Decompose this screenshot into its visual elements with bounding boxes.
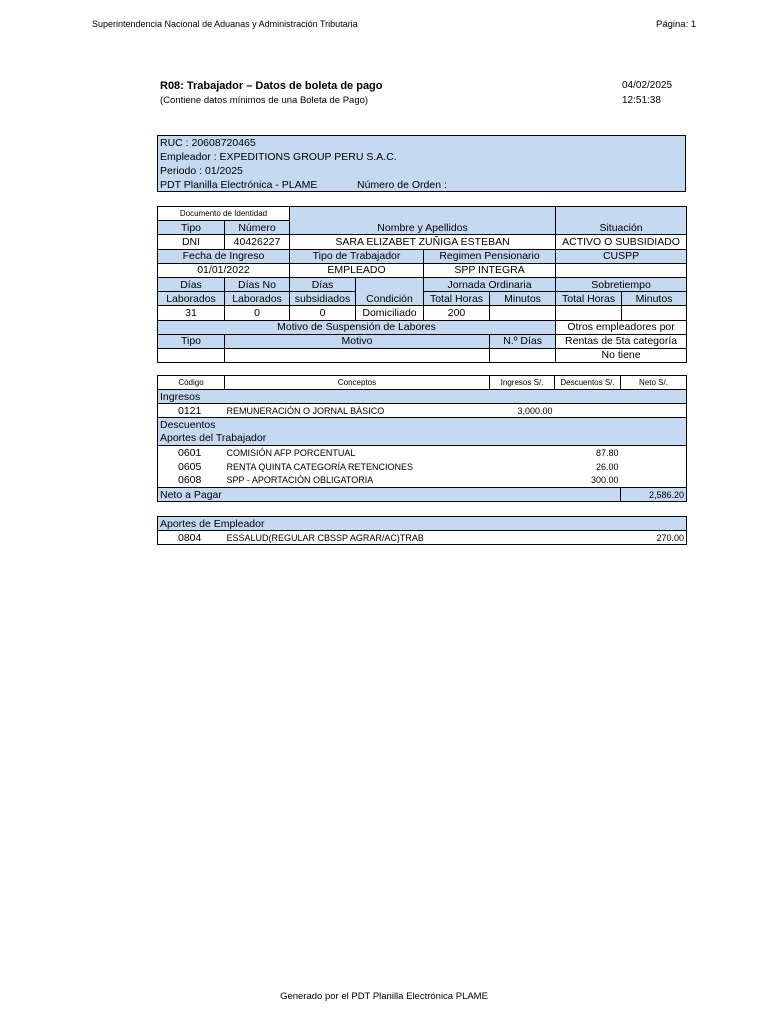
header-dias: Días [158, 277, 225, 291]
employer-ruc: RUC : 20608720465 [160, 137, 256, 149]
condicion: Domiciliado [356, 306, 424, 320]
concept-code: 0121 [158, 404, 225, 418]
header-sobretiempo: Sobretiempo [556, 277, 687, 291]
dias-no-laborados: 0 [225, 306, 290, 320]
header-total-horas-2: Total Horas [556, 292, 622, 306]
concept-code: 0804 [158, 531, 225, 545]
dias-laborados: 31 [158, 306, 225, 320]
header-susp-tipo: Tipo [158, 334, 225, 348]
header-rentas-5ta: Rentas de 5ta categoría [556, 334, 687, 348]
dias-subsidiados: 0 [290, 306, 356, 320]
concepts-table [157, 375, 687, 502]
employer-info-box [157, 135, 686, 192]
tipo-trabajador: EMPLEADO [290, 263, 424, 277]
header-susp-motivo: Motivo [225, 334, 490, 348]
header-laborados-2: Laborados [225, 292, 290, 306]
header-total-horas: Total Horas [424, 292, 490, 306]
concept-code: 0605 [158, 460, 225, 474]
doc-numero: 40426227 [225, 235, 290, 249]
header-situacion: Situación [556, 207, 687, 235]
neto-a-pagar-value: 2,586.20 [621, 488, 687, 502]
header-conceptos: Conceptos [225, 376, 490, 390]
table-row [158, 460, 687, 474]
employer-period: Periodo : 01/2025 [160, 165, 243, 177]
regimen-pensionario: SPP INTEGRA [424, 263, 556, 277]
table-row [158, 531, 687, 545]
header-condicion: Condición [356, 277, 424, 305]
header-descuentos: Descuentos S/. [555, 376, 621, 390]
concept-code: 0601 [158, 446, 225, 460]
susp-motivo [225, 348, 490, 362]
concept-descuento: 87.80 [595, 447, 619, 458]
report-time: 12:51:38 [622, 95, 661, 106]
header-laborados: Laborados [158, 292, 225, 306]
concept-name: SPP - APORTACIÓN OBLIGATORIA [226, 475, 374, 486]
total-horas: 200 [424, 306, 490, 320]
report-subtitle: (Contiene datos mínimos de una Boleta de Pago) [160, 95, 369, 106]
header-subsidiados: subsidiados [290, 292, 356, 306]
header-minutos-2: Minutos [622, 292, 687, 306]
header-fecha-ingreso: Fecha de Ingreso [158, 249, 290, 263]
concept-name: RENTA QUINTA CATEGORÍA RETENCIONES [226, 461, 414, 472]
employer-name: Empleador : EXPEDITIONS GROUP PERU S.A.C. [160, 151, 397, 163]
header-numero-doc: Número [225, 221, 290, 235]
cuspp-value [556, 263, 687, 277]
section-ingresos: Ingresos [158, 390, 687, 404]
doc-tipo: DNI [158, 235, 225, 249]
header-susp-ndias: N.º Días [490, 334, 556, 348]
susp-ndias [490, 348, 556, 362]
susp-tipo [158, 348, 225, 362]
concept-name: ESSALUD(REGULAR CBSSP AGRAR/AC)TRAB [225, 531, 490, 545]
minutos [490, 306, 556, 320]
otros-empleadores-value: No tiene [556, 348, 687, 362]
table-row [158, 404, 687, 418]
footer-text: Generado por el PDT Planilla Electrónica PLAME [280, 991, 488, 1002]
header-jornada: Jornada Ordinaria [424, 277, 556, 291]
concept-code: 0608 [158, 474, 225, 488]
report-date: 04/02/2025 [622, 80, 673, 91]
header-ingresos: Ingresos S/. [490, 376, 555, 390]
order-number-label: Número de Orden : [357, 179, 447, 191]
table-row [158, 446, 687, 460]
section-descuentos: Descuentos [158, 418, 687, 432]
table-row [158, 474, 687, 488]
header-dias-sub: Días [290, 277, 356, 291]
concept-value: 270.00 [621, 531, 687, 545]
header-regimen: Regimen Pensionario [424, 249, 556, 263]
fecha-ingreso: 01/01/2022 [158, 263, 290, 277]
neto-a-pagar-label: Neto a Pagar [158, 488, 621, 502]
employer-pdt: PDT Planilla Electrónica - PLAME [160, 179, 318, 191]
worker-name: SARA ELIZABET ZUÑIGA ESTEBAN [290, 235, 556, 249]
concept-ingreso: 3,000.00 [517, 405, 553, 416]
section-aportes-trabajador: Aportes del Trabajador [158, 432, 687, 446]
employer-contributions-table [157, 516, 687, 545]
header-motivo-suspension: Motivo de Suspensión de Labores [158, 320, 556, 334]
concept-name: REMUNERACIÓN O JORNAL BÁSICO [226, 405, 385, 416]
header-tipo-doc: Tipo [158, 221, 225, 235]
sobretiempo-minutos [622, 306, 687, 320]
concept-descuento: 26.00 [595, 461, 619, 472]
report-title: R08: Trabajador – Datos de boleta de pago [160, 80, 383, 92]
section-aportes-empleador: Aportes de Empleador [158, 517, 687, 531]
header-codigo: Código [158, 376, 225, 390]
header-cuspp: CUSPP [556, 249, 687, 263]
worker-data-table [157, 206, 687, 363]
worker-situacion: ACTIVO O SUBSIDIADO [556, 235, 687, 249]
sobretiempo-horas [556, 306, 622, 320]
doc-identity-header: Documento de Identidad [158, 207, 290, 221]
concept-name: COMISIÓN AFP PORCENTUAL [226, 447, 356, 458]
header-tipo-trabajador: Tipo de Trabajador [290, 249, 424, 263]
header-minutos: Minutos [490, 292, 556, 306]
concept-descuento: 300.00 [590, 475, 619, 486]
page-number: Página: 1 [656, 19, 697, 30]
header-otros-empleadores: Otros empleadores por [556, 320, 687, 334]
organization-name: Superintendencia Nacional de Aduanas y Administración Tributaria [92, 19, 358, 29]
header-neto: Neto S/. [621, 376, 687, 390]
header-nombre: Nombre y Apellidos [290, 207, 556, 235]
header-dias-no: Días No [225, 277, 290, 291]
